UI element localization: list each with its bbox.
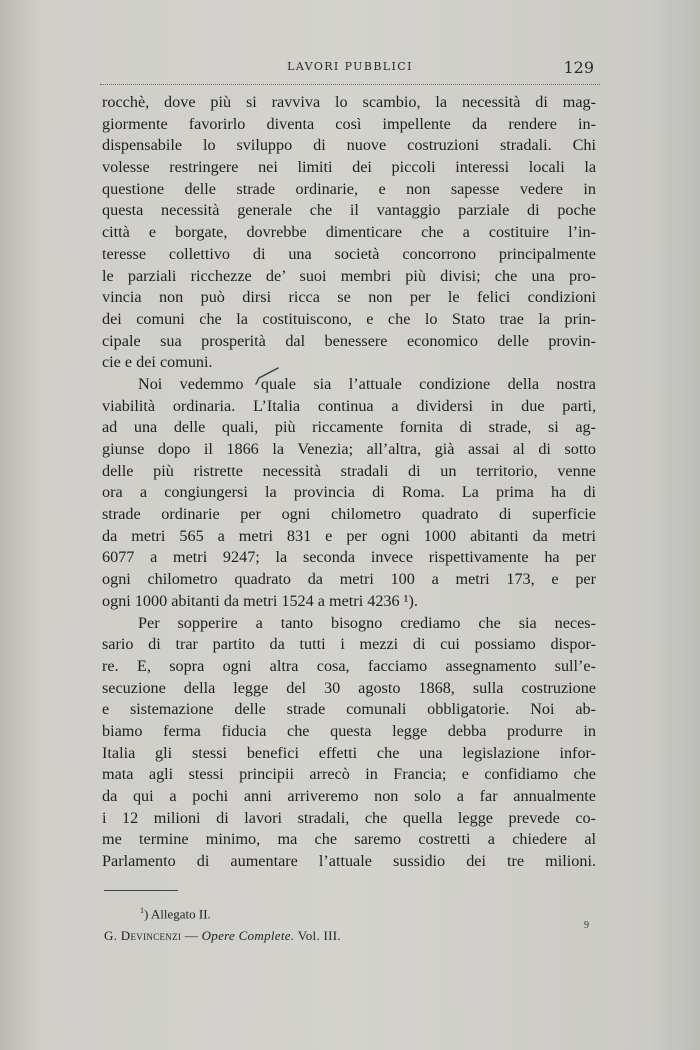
text-line: giormente favorirlo diventa così impellente da rendere in- bbox=[102, 114, 596, 133]
text-line: viabilità ordinaria. L’Italia continua a dividersi in due parti, bbox=[102, 396, 596, 415]
text-line: delle più ristrette necessità stradali di un territorio, venne bbox=[102, 461, 596, 480]
pencil-mark-icon bbox=[250, 364, 284, 388]
text-line: ad una delle quali, più riccamente fornita di strade, si ag- bbox=[102, 418, 596, 437]
text-line: Per sopperire a tanto bisogno crediamo che sia neces- bbox=[138, 613, 596, 632]
text-line: biamo ferma fiducia che questa legge debba produrre in bbox=[102, 721, 596, 740]
text-line: vincia non può dirsi ricca se non per le felici condizioni bbox=[102, 288, 596, 307]
text-line: strade ordinarie per ogni chilometro quadrato di superficie bbox=[102, 505, 596, 524]
text-line: re. E, sopra ogni altra cosa, facciamo assegnamento sull’e- bbox=[102, 656, 596, 675]
text-line: 6077 a metri 9247; la seconda invece rispettivamente ha per bbox=[102, 548, 596, 567]
text-line: dei comuni che la costituiscono, e che lo Stato trae la prin- bbox=[102, 309, 596, 328]
text-line: e sistemazione delle strade comunali obbligatorie. Noi ab- bbox=[102, 700, 596, 719]
footnote-rule bbox=[104, 890, 178, 891]
text-line: mata agli stessi principii arrecò in Francia; e confidiamo che bbox=[102, 765, 596, 784]
text-line: ora a congiungersi la provincia di Roma. La prima ha di bbox=[102, 483, 596, 502]
text-line: teresse collettivo di una società concorrono principalmente bbox=[102, 244, 596, 263]
text-line: volesse restringere nei limiti dei piccoli interessi locali la bbox=[102, 158, 596, 177]
text-line: da metri 565 a metri 831 e per ogni 1000 abitanti da metri bbox=[102, 526, 596, 545]
footnote bbox=[140, 906, 211, 922]
footnote-marker: 1 bbox=[140, 906, 144, 915]
signature-line bbox=[104, 928, 341, 944]
text-line: dispensabile lo sviluppo di nuove costruzioni stradali. Chi bbox=[102, 136, 596, 155]
text-line: Italia gli stessi benefici effetti che una legislazione infor- bbox=[102, 743, 596, 762]
text-line: sario di trar partito da tutti i mezzi di cui possiamo dispor- bbox=[102, 635, 596, 654]
sheet-number: 9 bbox=[584, 920, 589, 931]
text-line: cipale sua prosperità dal benessere economico delle provin- bbox=[102, 331, 596, 350]
signature-separator: — bbox=[181, 928, 202, 943]
text-line: città e borgate, dovrebbe dimenticare che a costituire l’in- bbox=[102, 223, 596, 242]
text-line: ogni chilometro quadrato da metri 100 a metri 173, e per bbox=[102, 570, 596, 589]
text-line: Noi vedemmo quale sia l’attuale condizione della nostra bbox=[138, 374, 596, 393]
text-line: Parlamento di aumentare l’attuale sussidio dei tre milioni. bbox=[102, 852, 596, 871]
text-line: me termine minimo, ma che saremo costretti a chiedere al bbox=[102, 830, 596, 849]
text-line: giunse dopo il 1866 la Venezia; all’altra, già assai al di sotto bbox=[102, 440, 596, 458]
footnote-text: ) Allegato II. bbox=[144, 906, 211, 922]
text-line: le parziali ricchezze de’ suoi membri più divisi; che una pro- bbox=[102, 266, 596, 285]
signature-author: G. Devincenzi bbox=[104, 928, 182, 943]
text-line: ogni 1000 abitanti da metri 1524 a metri 4236 ¹). bbox=[102, 591, 418, 610]
text-line: i 12 milioni di lavori stradali, che quella legge prevede co- bbox=[102, 808, 596, 827]
signature-volume: Vol. III. bbox=[294, 928, 341, 943]
text-line: rocchè, dove più si ravviva lo scambio, la necessità di mag- bbox=[102, 93, 596, 111]
page-number: 129 bbox=[563, 58, 594, 77]
text-line: secuzione della legge del 30 agosto 1868, sulla costruzione bbox=[102, 678, 596, 697]
text-line: cie e dei comuni. bbox=[102, 353, 213, 372]
signature-work: Opere Complete. bbox=[201, 928, 295, 943]
running-title: LAVORI PUBBLICI bbox=[287, 60, 413, 73]
text-line: questione delle strade ordinarie, e non sapesse vedere in bbox=[102, 179, 596, 198]
body-text bbox=[102, 92, 596, 873]
text-line: da qui a pochi anni arriveremo non solo a far annualmente bbox=[102, 787, 596, 805]
text-line: questa necessità generale che il vantaggio parziale di poche bbox=[102, 201, 596, 220]
page-header bbox=[100, 52, 600, 85]
